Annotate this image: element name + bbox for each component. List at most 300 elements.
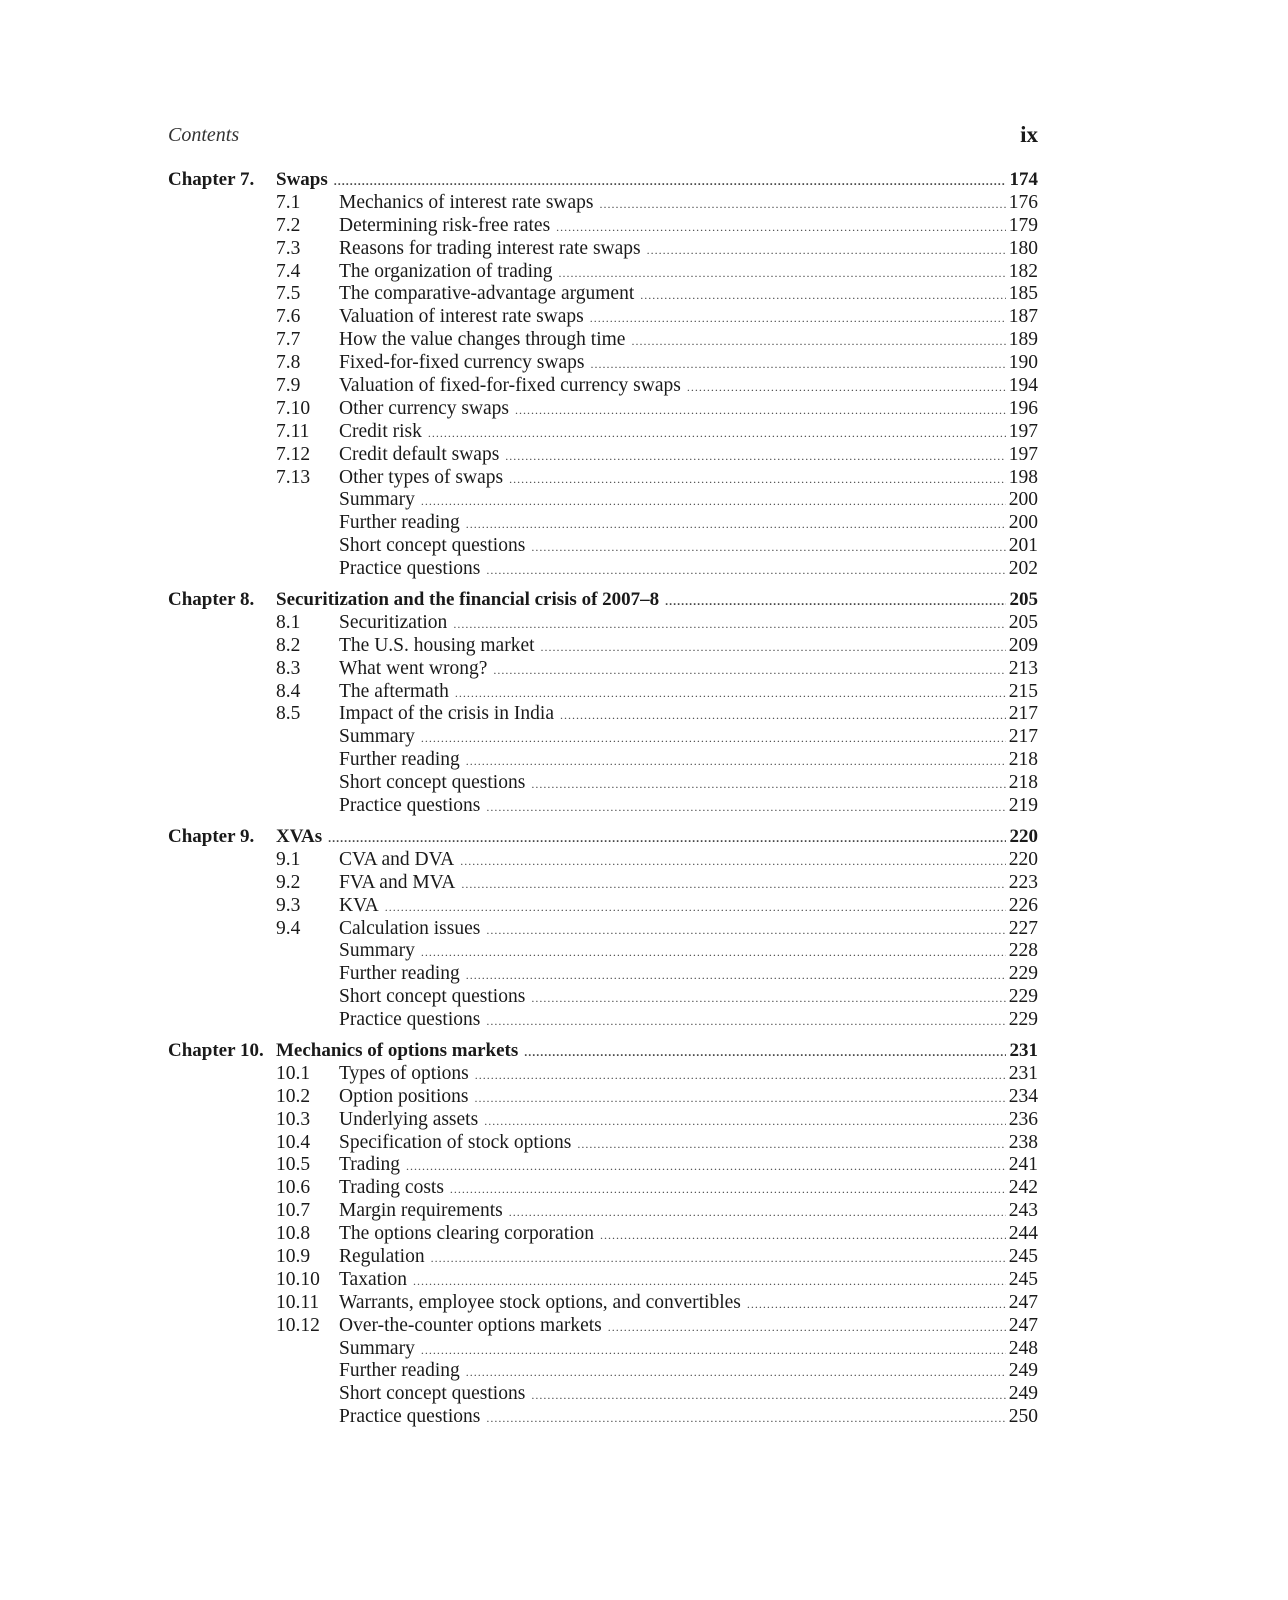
section-number: 7.13 [276,466,311,488]
entry-title-wrap [339,918,1038,942]
entry-title-wrap [339,726,1038,750]
entry-title: Valuation of fixed-for-fixed currency swaps [339,375,681,397]
dot-leader [385,896,1006,919]
entry-title: Over-the-counter options markets [339,1314,602,1336]
toc-entry[interactable] [168,726,1038,749]
entry-page: 190 [1008,352,1038,374]
entry-title: The U.S. housing market [339,634,535,656]
entry-title: FVA and MVA [339,871,456,893]
section-number: 7.11 [276,420,310,442]
entry-page: 228 [1008,940,1038,962]
entry-page: 242 [1008,1177,1038,1199]
running-title: Contents [168,124,240,146]
dot-leader [509,468,1006,491]
entry-title: Regulation [339,1245,425,1267]
chapter-block [168,169,1038,581]
entry-page: 180 [1008,237,1038,259]
entry-page: 219 [1008,795,1038,817]
entry-title: KVA [339,894,379,916]
dot-leader [556,216,1006,239]
entry-title: Margin requirements [339,1200,503,1222]
entry-title-wrap [339,895,1038,919]
section-number: 7.9 [276,375,301,397]
toc-entry[interactable] [168,1338,1038,1361]
entry-title: Summary [339,489,415,511]
entry-title: Specification of stock options [339,1131,572,1153]
toc-entry[interactable] [168,681,1038,704]
entry-title-wrap [339,612,1038,636]
entry-title-wrap [339,329,1038,353]
dot-leader [608,1316,1006,1339]
section-number: 10.3 [276,1108,311,1130]
entry-title: Reasons for trading interest rate swaps [339,237,641,259]
chapter-heading[interactable] [168,169,1038,192]
dot-leader [474,1087,1006,1110]
entry-page: 241 [1008,1154,1038,1176]
dot-leader [428,422,1006,445]
entry-title-wrap [339,1292,1038,1316]
toc-entry[interactable] [168,918,1038,941]
entry-title: Practice questions [339,795,481,817]
dot-leader [475,1064,1006,1087]
entry-title-wrap [339,1246,1038,1270]
dot-leader [466,513,1006,536]
entry-title-wrap [339,940,1038,964]
entry-title: Credit risk [339,420,422,442]
toc-entry[interactable] [168,849,1038,872]
dot-leader [747,1293,1006,1316]
toc-entry[interactable] [168,1223,1038,1246]
entry-page: 245 [1008,1245,1038,1267]
section-number: 9.1 [276,848,301,870]
dot-leader [466,750,1006,773]
toc-entry[interactable] [168,398,1038,421]
entry-title-wrap [339,444,1038,468]
dot-leader [328,827,1006,850]
entry-title: Short concept questions [339,986,526,1008]
chapter-title-wrap [276,826,1038,850]
entry-page: 249 [1008,1383,1038,1405]
dot-leader [665,590,1006,613]
entry-page: 185 [1008,283,1038,305]
entry-page: 197 [1008,420,1038,442]
toc-entry[interactable] [168,1009,1038,1032]
entry-page: 226 [1008,894,1038,916]
dot-leader [531,1384,1006,1407]
entry-title: Summary [339,1337,415,1359]
chapter-block [168,826,1038,1032]
toc-entry[interactable] [168,612,1038,635]
dot-leader [515,399,1006,422]
entry-page: 179 [1008,214,1038,236]
chapter-title-wrap [276,589,1038,613]
entry-title: Securitization [339,611,448,633]
dot-leader [334,170,1006,193]
toc-entry[interactable] [168,261,1038,284]
entry-page: 248 [1008,1337,1038,1359]
entry-title-wrap [339,1360,1038,1384]
entry-title: Practice questions [339,558,481,580]
toc-entry[interactable] [168,375,1038,398]
section-number: 9.2 [276,871,301,893]
entry-title: Further reading [339,512,460,534]
entry-title-wrap [339,1269,1038,1293]
entry-page: 236 [1008,1108,1038,1130]
dot-leader [486,1010,1006,1033]
dot-leader [640,284,1006,307]
dot-leader [421,727,1006,750]
entry-title-wrap [339,986,1038,1010]
section-number: 7.4 [276,260,301,282]
page-number: ix [1020,122,1038,147]
entry-page: 200 [1008,512,1038,534]
dot-leader [631,330,1006,353]
entry-page: 205 [1008,611,1038,633]
entry-title-wrap [339,1338,1038,1362]
entry-title-wrap [339,489,1038,513]
chapter-heading[interactable] [168,1040,1038,1063]
entry-title-wrap [339,872,1038,896]
toc-entry[interactable] [168,772,1038,795]
entry-page: 213 [1008,657,1038,679]
entry-page: 243 [1008,1200,1038,1222]
toc-entry[interactable] [168,512,1038,535]
dot-leader [486,559,1006,582]
dot-leader [524,1041,1006,1064]
toc-entry[interactable] [168,535,1038,558]
toc-entry[interactable] [168,558,1038,581]
dot-leader [486,919,1006,942]
toc-entry[interactable] [168,467,1038,490]
dot-leader [509,1201,1006,1224]
entry-title-wrap [339,635,1038,659]
toc-entry[interactable] [168,703,1038,726]
dot-leader [505,445,1006,468]
entry-page: 202 [1008,558,1038,580]
chapter-title-wrap [276,169,1038,193]
entry-page: 227 [1008,917,1038,939]
dot-leader [406,1155,1006,1178]
toc-entry[interactable] [168,489,1038,512]
entry-title: Summary [339,940,415,962]
entry-page: 217 [1008,703,1038,725]
toc-entry[interactable] [168,352,1038,375]
dot-leader [559,262,1006,285]
toc-entry[interactable] [168,215,1038,238]
entry-title: Credit default swaps [339,443,500,465]
entry-page: 234 [1008,1085,1038,1107]
entry-title-wrap [339,1063,1038,1087]
dot-leader [531,987,1006,1010]
section-number: 7.2 [276,214,301,236]
entry-page: 201 [1008,535,1038,557]
entry-page: 182 [1008,260,1038,282]
section-number: 7.5 [276,283,301,305]
toc-entry[interactable] [168,1154,1038,1177]
section-number: 8.3 [276,657,301,679]
entry-page: 229 [1008,963,1038,985]
chapter-title-wrap [276,1040,1038,1064]
dot-leader [484,1110,1006,1133]
entry-title: Trading [339,1154,401,1176]
entry-page: 217 [1008,726,1038,748]
dot-leader [466,1361,1006,1384]
dot-leader [600,1224,1006,1247]
toc-entry[interactable] [168,1132,1038,1155]
section-number: 7.12 [276,443,311,465]
entry-title-wrap [339,421,1038,445]
entry-title: Other types of swaps [339,466,504,488]
dot-leader [421,941,1006,964]
toc-entry[interactable] [168,283,1038,306]
entry-title: Practice questions [339,1009,481,1031]
entry-page: 197 [1008,443,1038,465]
entry-title: Mechanics of interest rate swaps [339,191,594,213]
entry-title-wrap [339,1086,1038,1110]
entry-title-wrap [339,467,1038,491]
entry-title: The options clearing corporation [339,1223,595,1245]
toc-entry[interactable] [168,963,1038,986]
section-number: 7.3 [276,237,301,259]
entry-title-wrap [339,1009,1038,1033]
entry-title: Practice questions [339,1406,481,1428]
section-number: 10.8 [276,1223,311,1245]
toc-entry[interactable] [168,192,1038,215]
toc-entry[interactable] [168,1383,1038,1406]
dot-leader [460,850,1006,873]
dot-leader [590,353,1006,376]
entry-page: 218 [1008,772,1038,794]
chapter-page: 205 [1009,589,1038,611]
entry-title-wrap [339,1315,1038,1339]
dot-leader [461,873,1006,896]
dot-leader [486,796,1006,819]
entry-page: 231 [1008,1062,1038,1084]
entry-page: 176 [1008,191,1038,213]
chapter-page: 220 [1009,825,1038,847]
dot-leader [531,536,1006,559]
entry-title-wrap [339,1109,1038,1133]
chapter-title: Swaps [276,169,328,190]
toc-entry[interactable] [168,1246,1038,1269]
entry-title: Valuation of interest rate swaps [339,306,584,328]
entry-title: Further reading [339,1360,460,1382]
toc-entry[interactable] [168,1109,1038,1132]
chapter-page: 174 [1009,169,1038,190]
section-number: 10.6 [276,1177,311,1199]
entry-title-wrap [339,849,1038,873]
entry-page: 189 [1008,329,1038,351]
section-number: 7.1 [276,191,301,213]
entry-title-wrap [339,306,1038,330]
section-number: 10.7 [276,1200,311,1222]
entry-page: 218 [1008,749,1038,771]
entry-title: Further reading [339,749,460,771]
entry-title-wrap [339,795,1038,819]
entry-page: 194 [1008,375,1038,397]
section-number: 7.8 [276,352,301,374]
toc-entry[interactable] [168,444,1038,467]
section-number: 8.5 [276,703,301,725]
running-head [168,124,1038,152]
chapter-title: Mechanics of options markets [276,1039,519,1061]
section-number: 10.2 [276,1085,311,1107]
entry-title-wrap [339,1132,1038,1156]
entry-title-wrap [339,215,1038,239]
toc-entry[interactable] [168,1200,1038,1223]
entry-title-wrap [339,1177,1038,1201]
dot-leader [486,1407,1006,1430]
dot-leader [450,1178,1006,1201]
section-number: 10.9 [276,1245,311,1267]
entry-title-wrap [339,1406,1038,1430]
entry-title: CVA and DVA [339,848,455,870]
entry-page: 198 [1008,466,1038,488]
dot-leader [453,613,1006,636]
entry-page: 209 [1008,634,1038,656]
entry-title: Other currency swaps [339,397,510,419]
entry-title: Warrants, employee stock options, and convertibles [339,1291,741,1313]
entry-title-wrap [339,1200,1038,1224]
section-number: 10.1 [276,1062,311,1084]
dot-leader [421,490,1006,513]
entry-title: Option positions [339,1085,469,1107]
toc-entry[interactable] [168,940,1038,963]
dot-leader [577,1133,1006,1156]
entry-title: Calculation issues [339,917,481,939]
dot-leader [493,659,1006,682]
section-number: 8.4 [276,680,301,702]
dot-leader [600,193,1007,216]
entry-title: Fixed-for-fixed currency swaps [339,352,585,374]
entry-title: Types of options [339,1062,469,1084]
section-number: 7.10 [276,397,311,419]
entry-title-wrap [339,658,1038,682]
toc-entry[interactable] [168,749,1038,772]
toc-entry[interactable] [168,635,1038,658]
toc-entry[interactable] [168,795,1038,818]
chapter-title: XVAs [276,825,323,847]
dot-leader [455,682,1006,705]
entry-title-wrap [339,261,1038,285]
entry-page: 247 [1008,1314,1038,1336]
section-number: 7.6 [276,306,301,328]
entry-page: 229 [1008,1009,1038,1031]
entry-title: The aftermath [339,680,449,702]
entry-page: 229 [1008,986,1038,1008]
entry-title-wrap [339,352,1038,376]
entry-title: Short concept questions [339,1383,526,1405]
toc-entry[interactable] [168,1086,1038,1109]
section-number: 10.5 [276,1154,311,1176]
dot-leader [647,239,1006,262]
toc-entry[interactable] [168,329,1038,352]
entry-title: Underlying assets [339,1108,479,1130]
entry-title-wrap [339,558,1038,582]
chapter-label: Chapter 9. [168,825,255,847]
entry-title: Impact of the crisis in India [339,703,554,725]
chapter-heading[interactable] [168,826,1038,849]
dot-leader [431,1247,1006,1270]
entry-page: 249 [1008,1360,1038,1382]
entry-title: Further reading [339,963,460,985]
dot-leader [560,704,1006,727]
entry-page: 244 [1008,1223,1038,1245]
table-of-contents [168,169,1038,1437]
toc-entry[interactable] [168,658,1038,681]
chapter-block [168,589,1038,818]
entry-title-wrap [339,963,1038,987]
entry-title: Trading costs [339,1177,444,1199]
entry-title-wrap [339,703,1038,727]
entry-title-wrap [339,398,1038,422]
toc-entry[interactable] [168,1269,1038,1292]
toc-entry[interactable] [168,895,1038,918]
entry-title: Summary [339,726,415,748]
toc-entry[interactable] [168,1406,1038,1429]
dot-leader [421,1339,1006,1362]
entry-title-wrap [339,1383,1038,1407]
toc-entry[interactable] [168,1315,1038,1338]
entry-title: Short concept questions [339,772,526,794]
entry-page: 250 [1008,1406,1038,1428]
entry-title-wrap [339,681,1038,705]
dot-leader [687,376,1006,399]
entry-page: 245 [1008,1268,1038,1290]
toc-entry[interactable] [168,872,1038,895]
section-number: 8.1 [276,611,301,633]
entry-title-wrap [339,749,1038,773]
section-number: 10.11 [276,1291,320,1313]
entry-title-wrap [339,238,1038,262]
chapter-page: 231 [1009,1039,1038,1061]
section-number: 10.12 [276,1314,320,1336]
entry-title-wrap [339,283,1038,307]
entry-title: How the value changes through time [339,329,626,351]
toc-entry[interactable] [168,1292,1038,1315]
entry-title-wrap [339,375,1038,399]
entry-title-wrap [339,512,1038,536]
entry-title-wrap [339,1154,1038,1178]
entry-title: The organization of trading [339,260,553,282]
entry-page: 215 [1008,680,1038,702]
toc-entry[interactable] [168,1360,1038,1383]
entry-title-wrap [339,535,1038,559]
chapter-label: Chapter 8. [168,589,255,611]
toc-entry[interactable] [168,1177,1038,1200]
entry-title: Short concept questions [339,535,526,557]
toc-entry[interactable] [168,421,1038,444]
entry-title-wrap [339,772,1038,796]
toc-entry[interactable] [168,238,1038,261]
dot-leader [466,964,1006,987]
toc-entry[interactable] [168,1063,1038,1086]
section-number: 8.2 [276,634,301,656]
section-number: 9.3 [276,894,301,916]
entry-page: 223 [1008,871,1038,893]
dot-leader [590,307,1006,330]
section-number: 10.4 [276,1131,311,1153]
chapter-heading[interactable] [168,589,1038,612]
entry-title: The comparative-advantage argument [339,283,635,305]
entry-page: 220 [1008,848,1038,870]
toc-entry[interactable] [168,986,1038,1009]
dot-leader [541,636,1006,659]
entry-page: 187 [1008,306,1038,328]
entry-page: 247 [1008,1291,1038,1313]
toc-entry[interactable] [168,306,1038,329]
entry-page: 200 [1008,489,1038,511]
